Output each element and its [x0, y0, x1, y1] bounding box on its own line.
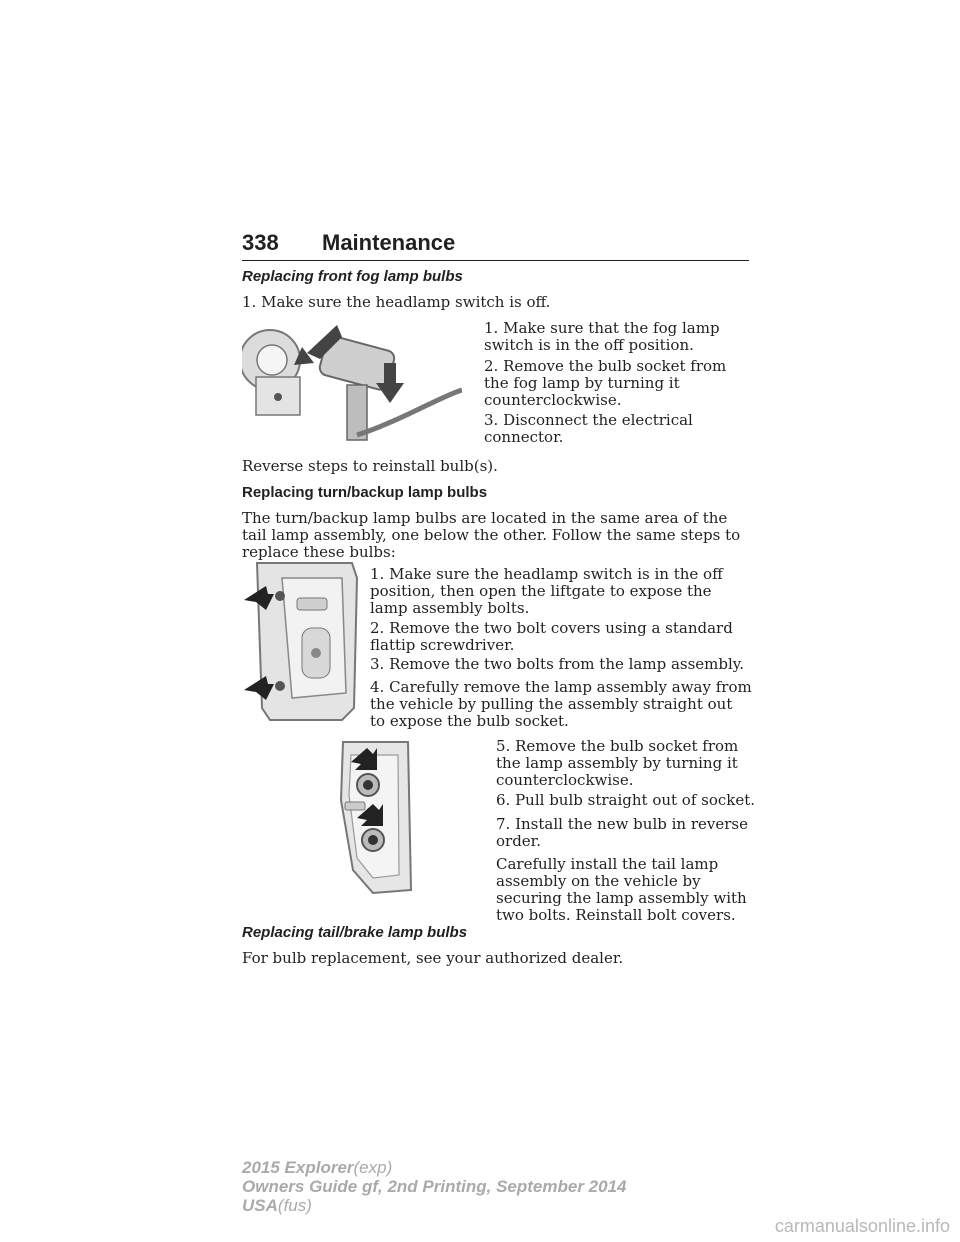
turn-step-7: 7. Install the new bulb in reverse order.	[496, 815, 748, 850]
footer-edition: Owners Guide gf, 2nd Printing, September 2014	[242, 1177, 627, 1196]
fog-outro: Reverse steps to reinstall bulb(s).	[242, 457, 498, 475]
tail-heading: Replacing tail/brake lamp bulbs	[242, 924, 468, 941]
footer-model: 2015 Explorer	[242, 1158, 354, 1177]
page-footer	[242, 1158, 626, 1215]
turn-step-final: Carefully install the tail lamp assembly on the vehicle by securing the lamp assembly with two bolts. Reinstall bolt covers.	[496, 855, 747, 924]
fog-step-3: 3. Disconnect the electrical connector.	[484, 411, 693, 446]
tail-text: For bulb replacement, see your authorized dealer.	[242, 949, 624, 967]
turn-step-4: 4. Carefully remove the lamp assembly away from the vehicle by pulling the assembly straight out to expose the bulb socket.	[370, 678, 752, 730]
footer-market: USA	[242, 1196, 278, 1215]
turn-heading: Replacing turn/backup lamp bulbs	[242, 484, 488, 501]
fog-heading: Replacing front fog lamp bulbs	[242, 268, 463, 285]
footer-market-code: (fus)	[277, 1196, 312, 1215]
turn-step-2: 2. Remove the two bolt covers using a standard flattip screwdriver.	[370, 619, 733, 654]
fog-lamp-illustration	[242, 315, 462, 445]
fog-step-2: 2. Remove the bulb socket from the fog lamp by turning it counterclockwise.	[484, 357, 727, 409]
section-title: Maintenance	[322, 230, 456, 255]
watermark: carmanualsonline.info	[774, 1216, 950, 1236]
turn-step-3: 3. Remove the two bolts from the lamp assembly.	[370, 655, 745, 673]
tail-lamp-bolts-illustration	[242, 558, 367, 723]
turn-step-6: 6. Pull bulb straight out of socket.	[496, 791, 756, 809]
turn-step-1: 1. Make sure the headlamp switch is in the off position, then open the liftgate to expose the lamp assembly bolts.	[370, 565, 723, 617]
bulb-socket-illustration	[333, 740, 413, 895]
fog-intro: 1. Make sure the headlamp switch is off.	[242, 293, 551, 311]
turn-step-5: 5. Remove the bulb socket from the lamp assembly by turning it counterclockwise.	[496, 737, 739, 789]
page-number: 338	[242, 230, 279, 255]
page-header	[242, 226, 749, 261]
turn-intro: The turn/backup lamp bulbs are located in the same area of the tail lamp assembly, one below the other. Follow the same steps to replace these bulbs:	[242, 509, 741, 561]
footer-model-code: (exp)	[353, 1158, 393, 1177]
fog-step-1: 1. Make sure that the fog lamp switch is in the off position.	[484, 319, 720, 354]
